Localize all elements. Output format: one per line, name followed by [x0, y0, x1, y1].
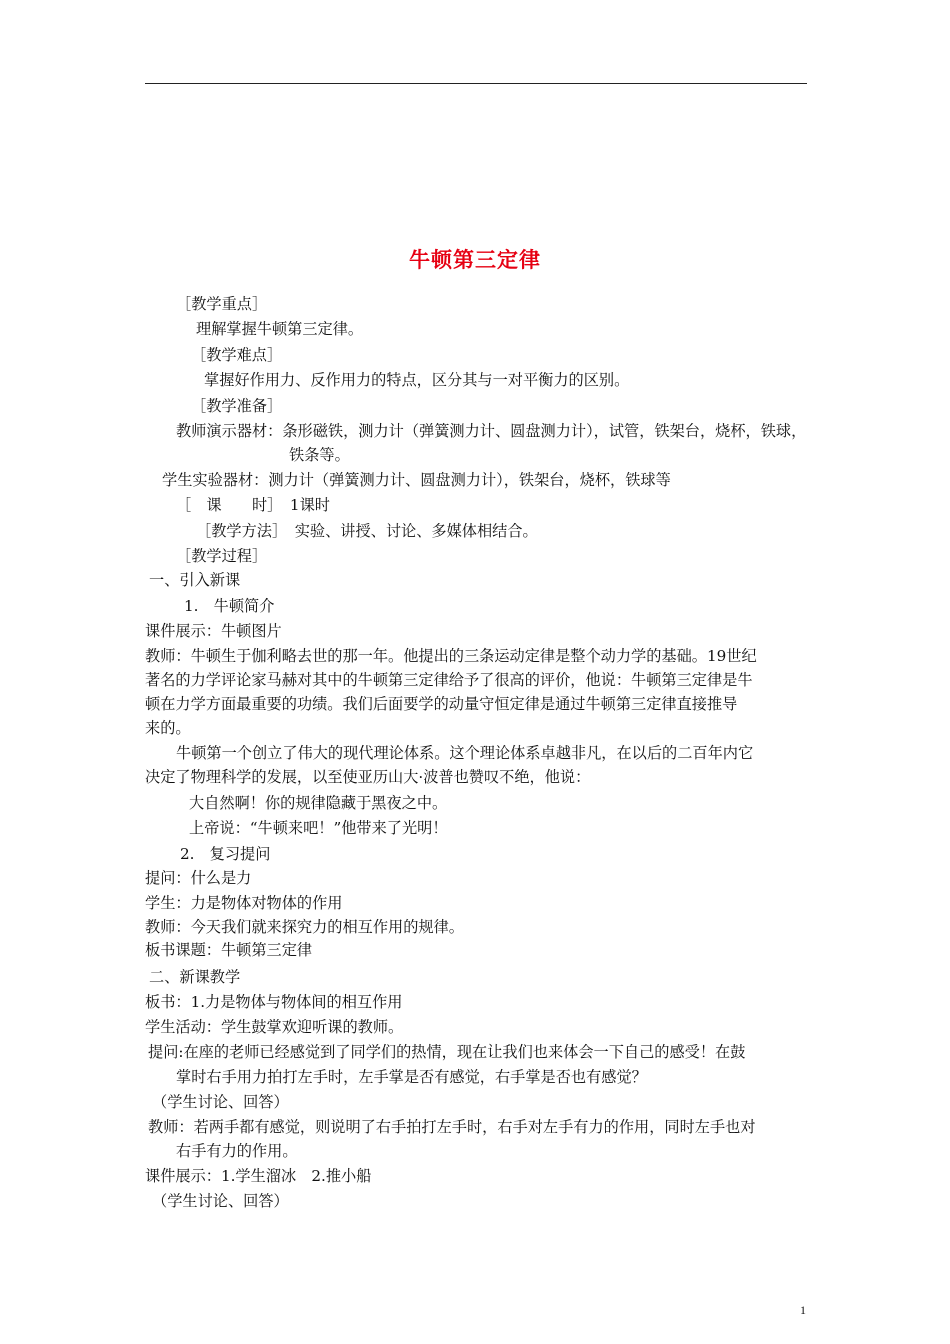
paragraph-line: 学生：力是物体对物体的作用	[145, 894, 343, 912]
heading-teaching-difficulty: ［教学难点］	[191, 346, 283, 364]
paragraph-line: 掌握好作用力、反作用力的特点，区分其与一对平衡力的区别。	[204, 371, 630, 389]
paragraph-line: 来的。	[145, 719, 191, 737]
section-heading: 一、引入新课	[149, 571, 241, 589]
quote-line: 上帝说：“牛顿来吧！”他带来了光明！	[189, 819, 448, 837]
header-rule	[145, 83, 807, 84]
paragraph-line: 顿在力学方面最重要的功绩。我们后面要学的动量守恒定律是通过牛顿第三定律直接推导	[145, 695, 738, 713]
paragraph-line: 铁条等。	[289, 446, 350, 464]
paragraph-line: 板书：1.力是物体与物体间的相互作用	[145, 993, 403, 1011]
paragraph-line: 课件展示：1.学生溜冰 2.推小船	[145, 1167, 372, 1185]
heading-class-hours: ［ 课 时］ 1课时	[176, 496, 330, 514]
heading-teaching-focus: ［教学重点］	[176, 295, 268, 313]
paragraph-line: 教师：若两手都有感觉，则说明了右手拍打左手时，右手对左手有力的作用，同时左手也对	[148, 1118, 756, 1136]
paragraph-line: （学生讨论、回答）	[152, 1192, 289, 1210]
paragraph-line: 学生活动：学生鼓掌欢迎听课的教师。	[145, 1018, 404, 1036]
paragraph-line: 理解掌握牛顿第三定律。	[196, 320, 364, 338]
paragraph-line: 著名的力学评论家马赫对其中的牛顿第三定律给予了很高的评价，他说：牛顿第三定律是牛	[145, 671, 753, 689]
heading-teaching-preparation: ［教学准备］	[191, 397, 283, 415]
paragraph-line: 课件展示：牛顿图片	[145, 622, 282, 640]
paragraph-line: 掌时右手用力拍打左手时，左手掌是否有感觉，右手掌是否也有感觉？	[176, 1068, 647, 1086]
document-title: 牛顿第三定律	[409, 248, 541, 272]
paragraph-line: 学生实验器材：测力计（弹簧测力计、圆盘测力计），铁架台，烧杯，铁球等	[162, 471, 671, 489]
paragraph-line: 牛顿第一个创立了伟大的现代理论体系。这个理论体系卓越非凡，在以后的二百年内它	[176, 744, 754, 762]
paragraph-line: 提问：什么是力	[145, 869, 252, 887]
paragraph-line: 教师：今天我们就来探究力的相互作用的规律。	[145, 918, 464, 936]
page-number: 1	[800, 1303, 806, 1317]
paragraph-line: 教师：牛顿生于伽利略去世的那一年。他提出的三条运动定律是整个动力学的基础。19世纪	[145, 647, 757, 665]
paragraph-line: 右手有力的作用。	[176, 1142, 298, 1160]
subsection-heading: 2. 复习提问	[180, 845, 271, 863]
quote-line: 大自然啊！你的规律隐藏于黑夜之中。	[189, 794, 448, 812]
paragraph-line: （学生讨论、回答）	[152, 1093, 289, 1111]
subsection-heading: 1. 牛顿简介	[184, 597, 275, 615]
paragraph-line: 决定了物理科学的发展，以至使亚历山大·波普也赞叹不绝，他说：	[145, 768, 591, 786]
paragraph-line: 提问:在座的老师已经感觉到了同学们的热情，现在让我们也来体会一下自己的感受！在鼓	[148, 1043, 746, 1061]
heading-teaching-process: ［教学过程］	[176, 547, 268, 565]
section-heading: 二、新课教学	[149, 968, 241, 986]
paragraph-line: 板书课题：牛顿第三定律	[145, 941, 313, 959]
heading-teaching-method: ［教学方法］ 实验、讲授、讨论、多媒体相结合。	[196, 522, 538, 540]
paragraph-line: 教师演示器材：条形磁铁，测力计（弹簧测力计、圆盘测力计），试管，铁架台，烧杯，铁球，	[176, 422, 807, 440]
